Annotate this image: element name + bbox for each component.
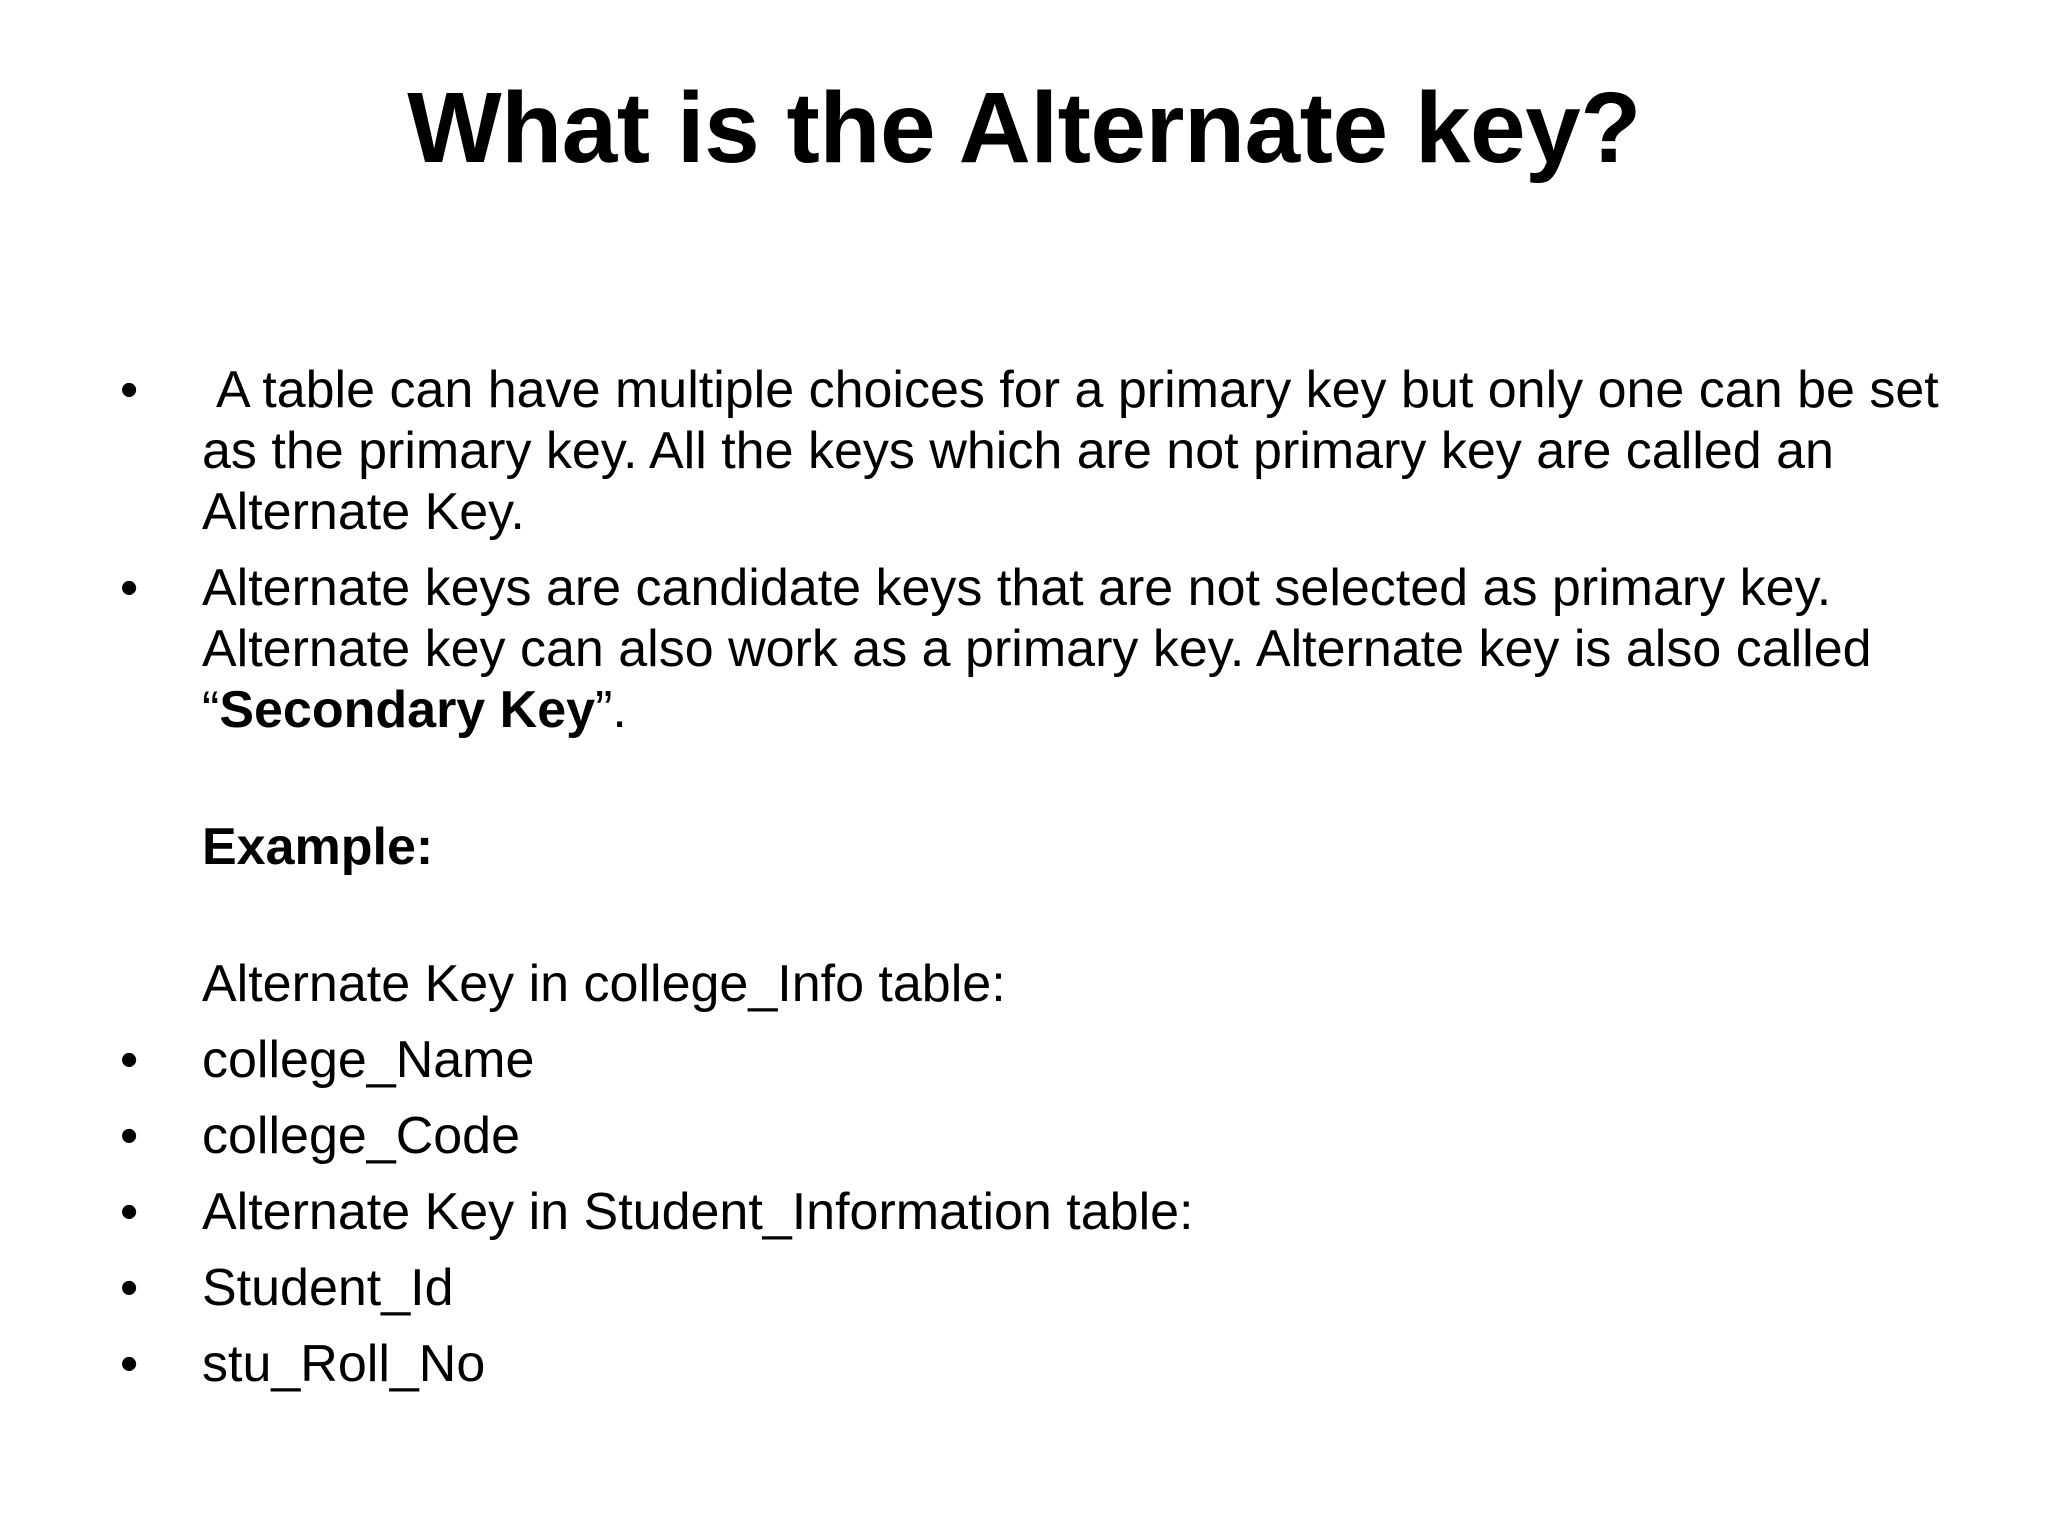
secondary-key-term: Secondary Key — [219, 681, 596, 739]
list-item-text: Student_Id — [202, 1259, 454, 1317]
paragraph-2-end: ”. — [595, 681, 627, 739]
paragraph-2-text: Alternate keys are candidate keys that are not selected as primary key. Alternate key can also work as a primary key. Alternate key is also called “ — [202, 559, 1872, 739]
bullet-icon: • — [120, 559, 139, 617]
bullet-paragraph-1 — [120, 360, 1940, 543]
list-item — [120, 1030, 1940, 1091]
bullet-icon: • — [120, 1259, 139, 1317]
slide-body — [120, 360, 1940, 1395]
bullet-icon: • — [120, 1107, 139, 1165]
list-item — [120, 1258, 1940, 1319]
example-label: Example: — [202, 818, 434, 876]
bullet-paragraph-2 — [120, 558, 1940, 741]
bullet-icon: • — [120, 1335, 139, 1393]
list-item — [120, 1334, 1940, 1395]
bullet-icon: • — [120, 1183, 139, 1241]
list-item-text: stu_Roll_No — [202, 1335, 486, 1393]
list-item-text: college_Name — [202, 1031, 535, 1089]
bullet-icon: • — [120, 361, 139, 419]
list-item-text: college_Code — [202, 1107, 521, 1165]
paragraph-1-text: A table can have multiple choices for a primary key but only one can be set as the primary key. All the keys which are not primary key are called an Alternate Key. — [202, 361, 1939, 541]
bullet-icon: • — [120, 1031, 139, 1089]
example-intro: Alternate Key in college_Info table: — [202, 955, 1006, 1013]
alternate-key-list — [120, 1030, 1940, 1395]
slide-title: What is the Alternate key? — [407, 72, 1641, 184]
list-item — [120, 1182, 1940, 1243]
list-item — [120, 1106, 1940, 1167]
list-item-text: Alternate Key in Student_Information table: — [202, 1183, 1194, 1241]
